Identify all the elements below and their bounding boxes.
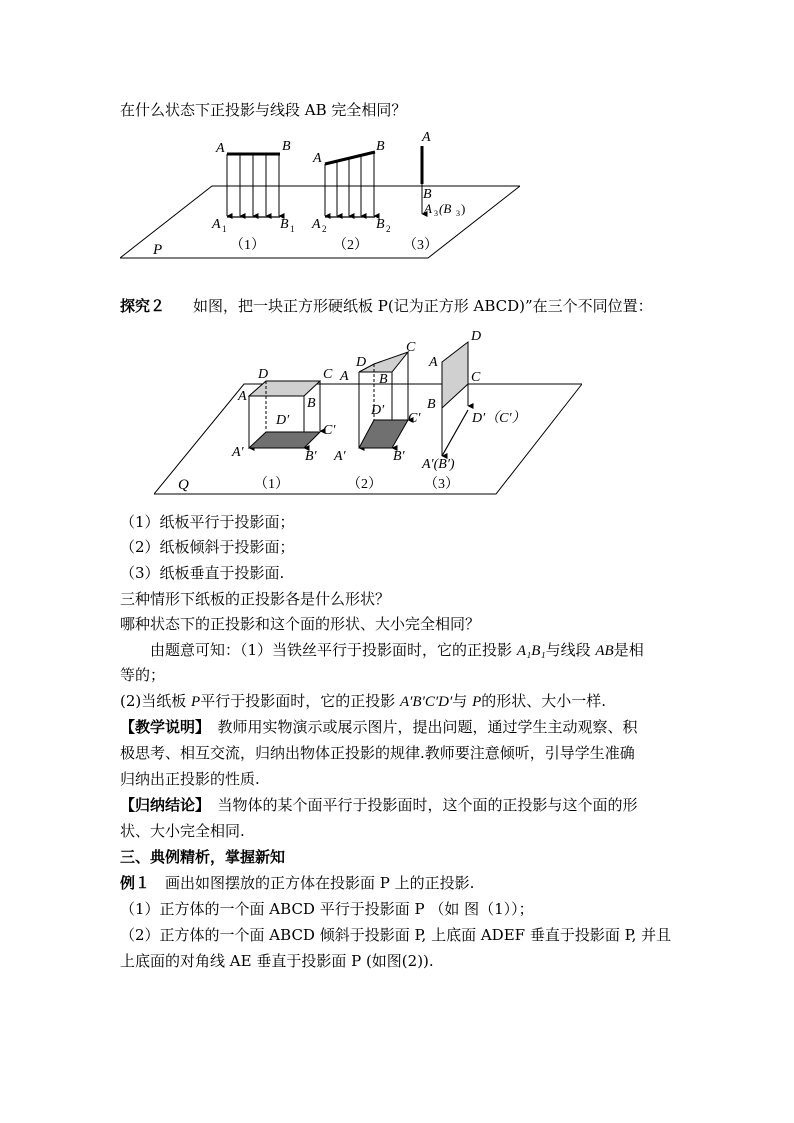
figure-1-segment-projection bbox=[120, 128, 520, 260]
conclusion: 【归纳结论】 当物体的某个面平行于投影面时，这个面的正投影与这个面的形 bbox=[120, 796, 638, 814]
conclusion-2: 状、大小完全相同. bbox=[120, 822, 245, 840]
question-3: 哪种状态下的正投影和这个面的形状、大小完全相同？ bbox=[120, 615, 481, 633]
svg-text:B: B bbox=[376, 139, 385, 154]
svg-text:3: 3 bbox=[434, 209, 438, 218]
svg-text:B: B bbox=[427, 397, 436, 412]
svg-text:A: A bbox=[340, 369, 349, 384]
svg-text:A: A bbox=[216, 141, 225, 156]
svg-text:（3）: （3） bbox=[403, 238, 438, 253]
svg-text:C: C bbox=[471, 370, 481, 385]
svg-text:（3）: （3） bbox=[424, 477, 459, 492]
svg-text:D′: D′ bbox=[371, 403, 385, 418]
teaching-note-3: 归纳出正投影的性质. bbox=[120, 770, 260, 788]
svg-text:): ) bbox=[461, 201, 466, 216]
svg-text:A′: A′ bbox=[334, 449, 346, 464]
item-1: （1）纸板平行于投影面； bbox=[120, 513, 295, 531]
svg-text:B: B bbox=[307, 396, 316, 411]
svg-text:（1）: （1） bbox=[230, 238, 265, 253]
teaching-label: 【教学说明】 bbox=[120, 718, 203, 736]
svg-text:A′: A′ bbox=[232, 445, 244, 460]
svg-text:D: D bbox=[356, 355, 367, 370]
explore-2-text: 如图，把一块正方形硬纸板 P(记为正方形 ABCD)”在三个不同位置： bbox=[193, 297, 653, 315]
example-1: 例１ 画出如图摆放的正方体在投影面 P 上的正投影. bbox=[120, 874, 475, 892]
answer-2: (2)当纸板 P平行于投影面时，它的正投影 A′B′C′D′与 P的形状、大小一样. bbox=[120, 692, 607, 710]
svg-text:A: A bbox=[429, 355, 438, 370]
answer-1: 由题意可知：（1）当铁丝平行于投影面时，它的正投影 A₁B₁与线段 AB是相 bbox=[150, 641, 644, 659]
plane-q-label: Q bbox=[178, 477, 189, 493]
svg-text:B: B bbox=[376, 217, 385, 232]
svg-text:A: A bbox=[424, 201, 432, 216]
explore-2-label: 探究２ bbox=[120, 297, 166, 315]
svg-text:1: 1 bbox=[290, 224, 295, 234]
svg-text:C: C bbox=[406, 340, 416, 355]
svg-text:B′: B′ bbox=[305, 449, 317, 464]
item-2: （2）纸板倾斜于投影面； bbox=[120, 538, 295, 556]
svg-text:B′: B′ bbox=[393, 449, 405, 464]
question-1: 在什么状态下正投影与线段 AB 完全相同？ bbox=[120, 101, 407, 119]
example-label: 例１ bbox=[120, 874, 151, 892]
svg-text:B: B bbox=[282, 139, 291, 154]
plane-label: P bbox=[153, 242, 163, 258]
svg-text:C′: C′ bbox=[323, 423, 336, 438]
svg-text:B: B bbox=[423, 187, 432, 202]
svg-text:2: 2 bbox=[386, 224, 391, 234]
svg-text:D: D bbox=[258, 367, 269, 382]
svg-text:A: A bbox=[422, 130, 431, 145]
example-1-item-2-cont: 上底面的对角线 AE 垂直于投影面 P (如图(2)). bbox=[120, 952, 434, 970]
answer-1-cont: 等的； bbox=[120, 666, 166, 684]
svg-text:3: 3 bbox=[456, 209, 460, 218]
example-1-item-1: （1）正方体的一个面 ABCD 平行于投影面 P （如 图（1））； bbox=[120, 900, 534, 918]
figure-2-square-projection bbox=[154, 326, 582, 496]
svg-text:（2）: （2） bbox=[347, 477, 382, 492]
svg-text:A′(B′): A′(B′) bbox=[422, 457, 455, 472]
teaching-note: 【教学说明】 教师用实物演示或展示图片，提出问题，通过学生主动观察、积 bbox=[120, 718, 638, 736]
svg-text:(B: (B bbox=[439, 201, 452, 216]
svg-text:（2）: （2） bbox=[333, 238, 368, 253]
svg-text:A: A bbox=[313, 151, 322, 166]
teaching-note-2: 极思考、相互交流，归纳出物体正投影的规律.教师要注意倾听，引导学生准确 bbox=[120, 744, 635, 762]
svg-text:（1）: （1） bbox=[254, 477, 289, 492]
explore-2 bbox=[120, 296, 653, 316]
svg-text:B: B bbox=[379, 372, 388, 387]
example-1-item-2: （2）正方体的一个面 ABCD 倾斜于投影面 P, 上底面 ADEF 垂直于投影面 P, 并且 bbox=[120, 926, 672, 944]
svg-text:A: A bbox=[312, 217, 321, 232]
svg-text:C′: C′ bbox=[408, 411, 421, 426]
svg-text:A: A bbox=[238, 389, 247, 404]
svg-text:B: B bbox=[280, 217, 289, 232]
svg-text:1: 1 bbox=[222, 224, 227, 234]
item-3: （3）纸板垂直于投影面. bbox=[120, 564, 285, 582]
svg-text:A: A bbox=[212, 217, 221, 232]
svg-text:C: C bbox=[323, 367, 333, 382]
question-2: 三种情形下纸板的正投影各是什么形状？ bbox=[120, 590, 391, 608]
svg-text:D: D bbox=[471, 329, 482, 344]
section-3-heading: 三、典例精析，掌握新知 bbox=[120, 848, 286, 866]
svg-text:D′: D′ bbox=[276, 413, 290, 428]
svg-text:2: 2 bbox=[322, 224, 327, 234]
svg-text:D′（C′）: D′（C′） bbox=[472, 411, 526, 426]
conclusion-label: 【归纳结论】 bbox=[120, 796, 203, 814]
